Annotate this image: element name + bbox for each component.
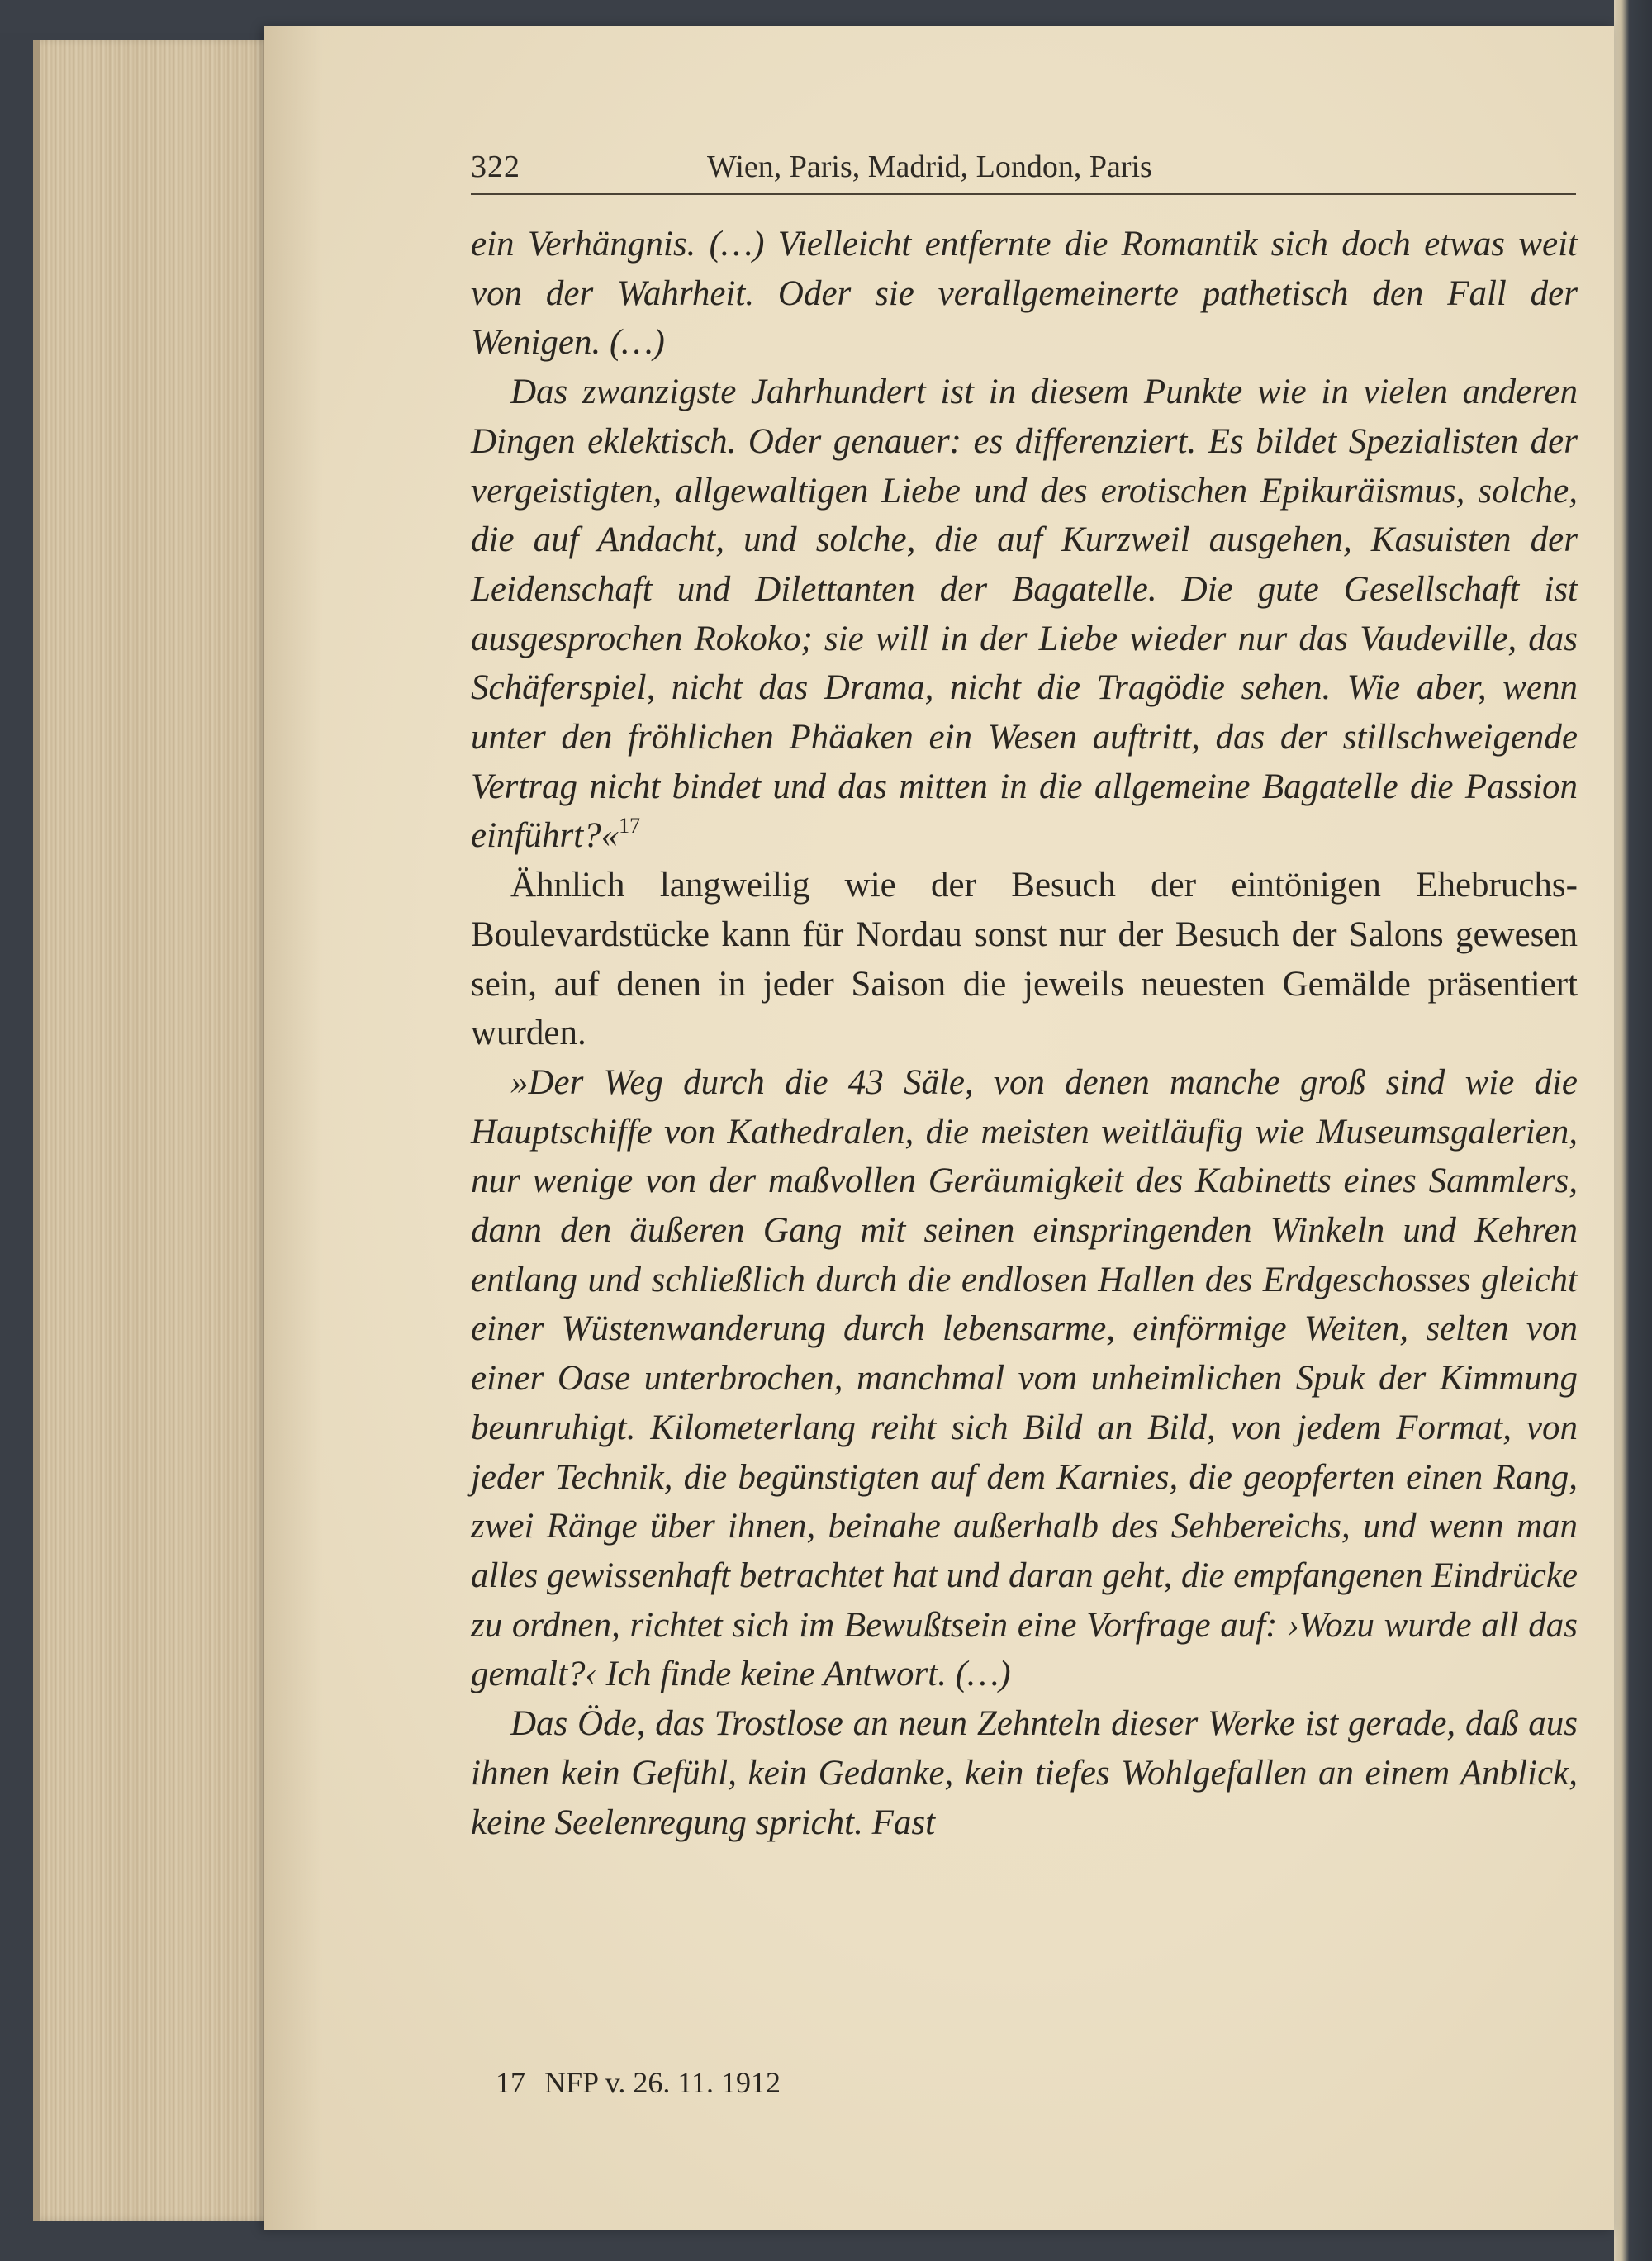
footnote-text: NFP v. 26. 11. 1912 <box>544 2066 781 2099</box>
paragraph-quote-salon: »Der Weg durch die 43 Säle, von denen manche groß sind wie die Hauptschiffe von Kathedralen, die meisten weitläufig wie Museumsgalerien, nur wenige von der maßvollen Geräumigkeit des Kabinetts eines Sammlers, dann den äußeren Gang mit seinen einspringenden Winkeln und Kehren entlang und schließlich durch die endlosen Hallen des Erdgeschosses gleicht einer Wüstenwanderung durch lebensarme, einförmige Weiten, selten von einer Oase unterbrochen, manchmal vom unheimlichen Spuk der Kimmung beunruhigt. Kilometerlang reiht sich Bild an Bild, von jedem Format, von jeder Technik, die begünstigten auf dem Karnies, die geopferten einen Rang, zwei Ränge über ihnen, beinahe außerhalb des Sehbereichs, und wenn man alles gewissenhaft betrachtet hat und daran geht, die empfangenen Eindrücke zu ordnen, richtet sich im Bewußtsein eine Vorfrage auf: ›Wozu wurde all das gemalt?‹ Ich finde keine Antwort. (…) <box>471 1062 1578 1694</box>
scan-background-right <box>1614 0 1652 2261</box>
book-page <box>264 26 1614 2230</box>
paragraph-quote-desolation: Das Öde, das Trostlose an neun Zehnteln dieser Werke ist gerade, daß aus ihnen kein Gefühl, kein Gedanke, kein tiefes Wohlgefallen an einem Anblick, keine Seelenregung spricht. Fast <box>471 1704 1578 1842</box>
paragraph-quote-twentieth-century <box>471 368 1578 861</box>
book-page-edges <box>33 40 273 2221</box>
page-number: 322 <box>471 150 520 184</box>
paragraph-commentary: Ähnlich langweilig wie der Besuch der eintönigen Ehebruchs-Boulevardstücke kann für Nordau sonst nur der Besuch der Salons gewesen sein, auf denen in jeder Saison die jeweils neuesten Gemälde präsentiert wurden. <box>471 866 1578 1053</box>
body-text <box>471 220 1578 1847</box>
book-spine-edge <box>33 40 40 2221</box>
footnote <box>496 2065 781 2100</box>
paragraph-quote-continuation: ein Verhängnis. (…) Vielleicht entfernte die Romantik sich doch etwas weit von der Wahrheit. Oder sie verallgemeinerte pathetisch den Fall der Wenigen. (…) <box>471 225 1578 363</box>
page-header <box>471 117 1576 195</box>
paragraph-quote-twentieth-century-text: Das zwanzigste Jahrhundert ist in diesem Punkte wie in vielen anderen Dingen eklektisch. Oder genauer: es differenziert. Es bildet Spezialisten der vergeistigten, allgewaltigen Liebe und des erotischen Epikuräismus, solche, die auf Andacht, und solche, die auf Kurzweil ausgehen, Kasuisten der Leidenschaft und Dilettanten der Bagatelle. Die gute Gesellschaft ist ausgesprochen Rokoko; sie will in der Liebe wieder nur das Vaudeville, das Schäferspiel, nicht das Drama, nicht die Tragödie sehen. Wie aber, wenn unter den fröhlichen Phäaken ein Wesen auftritt, das der stillschweigende Vertrag nicht bindet und das mitten in die allgemeine Bagatelle die Passion einführt?« <box>471 373 1578 856</box>
running-title: Wien, Paris, Madrid, London, Paris <box>707 150 1152 184</box>
footnote-number: 17 <box>496 2066 525 2099</box>
footnote-reference[interactable]: 17 <box>619 814 641 838</box>
